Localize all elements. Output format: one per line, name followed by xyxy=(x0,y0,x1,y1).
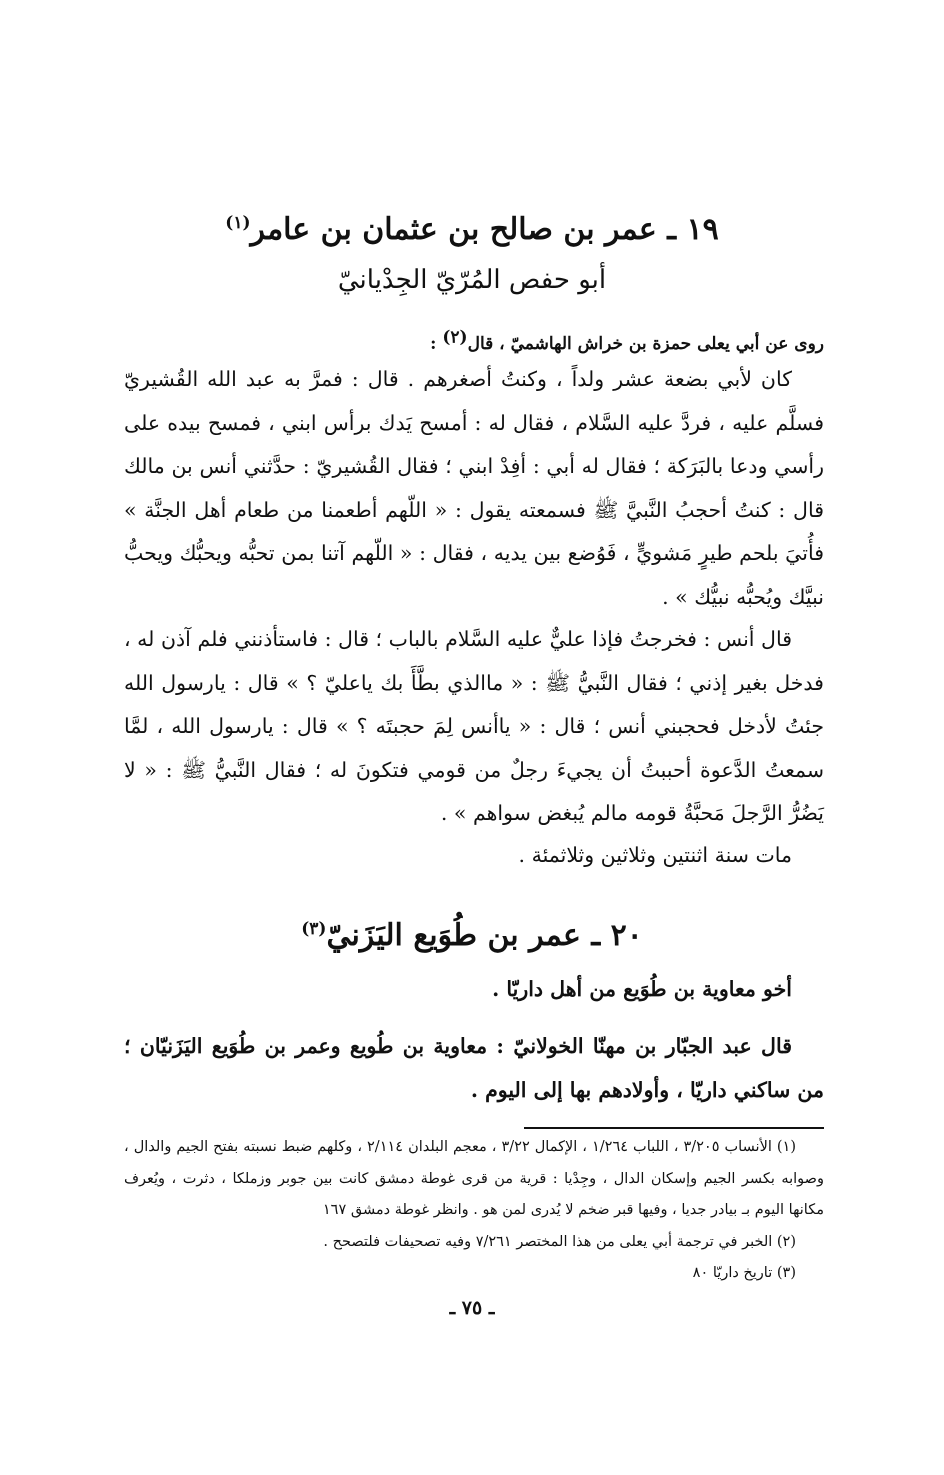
page-number: ـ ٧٥ ـ xyxy=(449,1297,495,1319)
entry-19-paragraph-2: قال أنس : فخرجتُ فإذا عليٌّ عليه السَّلام بالباب ؛ قال : فاستأذنني فلم آذن له ، فدخل بغير إذني ؛ فقال النَّبيُّ ﷺ : « ماالذي بطَّأَ بك ياعليّ ؟ » قال : يارسول الله جئتُ لأدخل فحجبني أنس ؛ قال : « ياأنس لِمَ حجبتَه ؟ » قال : يارسول الله ، لمَّا سمعتُ الدَّعوة أحببتُ أن يجيءَ رجلٌ من قومي فتكونَ له ؛ فقال النَّبيُّ ﷺ : « لا يَضُرُّ الرَّجلَ مَحبَّةُ قومه مالم يُبغض سواهم » . xyxy=(124,627,824,825)
entry-19-paragraph-3: مات سنة اثنتين وثلاثين وثلاثمئة . xyxy=(518,843,792,867)
footnote-3: (٣) تاريخ داريّا ٨٠ xyxy=(692,1265,796,1281)
footnote-1: (١) الأنساب ٣/٢٠٥ ، اللباب ١/٢٦٤ ، الإكمال ٣/٢٢ ، معجم البلدان ٢/١١٤ ، وكلهم ضبط نسبته بفتح الجيم والدال ، وصوابه بكسر الجيم وإسكان الدال ، وجِدْيا : قرية من قرى غوطة دمشق كانت بين جوبر وزملكا ، دثرت ، ويُعرف مكانها اليوم بـ بيادر جديا ، وفيها قبر ضخم لا يُدرى لمن هو . وانظر غوطة دمشق ١٦٧ xyxy=(124,1139,824,1218)
narration-text: روى عن أبي يعلى حمزة بن خراش الهاشميّ ، قال xyxy=(467,334,824,354)
narration-line xyxy=(124,327,824,358)
footnote-2: (٢) الخبر في ترجمة أبي يعلى من هذا المختصر ٧/٢٦١ وفيه تصحيفات فلتصحح . xyxy=(323,1233,796,1250)
footnote-ref-2[interactable]: (٢) xyxy=(442,327,468,348)
footnotes xyxy=(124,1132,824,1290)
entry-19-title xyxy=(0,212,944,247)
footnote-ref-1[interactable]: (١) xyxy=(225,213,251,233)
entry-19-title-text: ١٩ ـ عمر بن صالح بن عثمان بن عامر xyxy=(250,212,719,247)
entry-20-paragraph-1: أخو معاوية بن طُوَيع من أهل داريّا . xyxy=(492,977,792,1001)
footnote-divider xyxy=(524,1127,824,1129)
narration-end: : xyxy=(430,334,443,354)
entry-20-title-text: ٢٠ ـ عمر بن طُوَيع اليَزَنيّ xyxy=(326,918,643,953)
entry-19-subtitle: أبو حفص المُرّيّ الجِدْيانيّ xyxy=(337,265,607,295)
entry-20-paragraph-2: قال عبد الجبّار بن مهنّا الخولانيّ : معاوية بن طُويع وعمر بن طُوَيع اليَزَنيّان ؛ من ساكني داريّا ، وأولادهم بها إلى اليوم . xyxy=(124,1034,824,1102)
footnote-ref-3[interactable]: (٣) xyxy=(301,919,327,939)
entry-19-paragraph-1: كان لأبي بضعة عشر ولداً ، وكنتُ أصغرهم . قال : فمرَّ به عبد الله القُشيريّ فسلَّم عليه ، فردَّ عليه السَّلام ، فقال له : أمسح يَدك برأس ابني ، فمسح بيده على رأسي ودعا بالبَرَكة ؛ فقال له أبي : أفِدْ ابني ؛ فقال القُشيريّ : حدَّثني أنس بن مالك قال : كنتُ أحجبُ النَّبيَّ ﷺ فسمعته يقول : « اللّهم أطعمنا من طعام أهل الجنَّة » فأُتيَ بلحم طيرٍ مَشويٍّ ، فَوُضع بين يديه ، فقال : « اللّهم آتنا بمن تحبُّه ويحبُّك ويحبُّ نبيَّك ويُحبُّه نبيُّك » . xyxy=(124,367,824,609)
entry-20-title xyxy=(0,918,944,953)
